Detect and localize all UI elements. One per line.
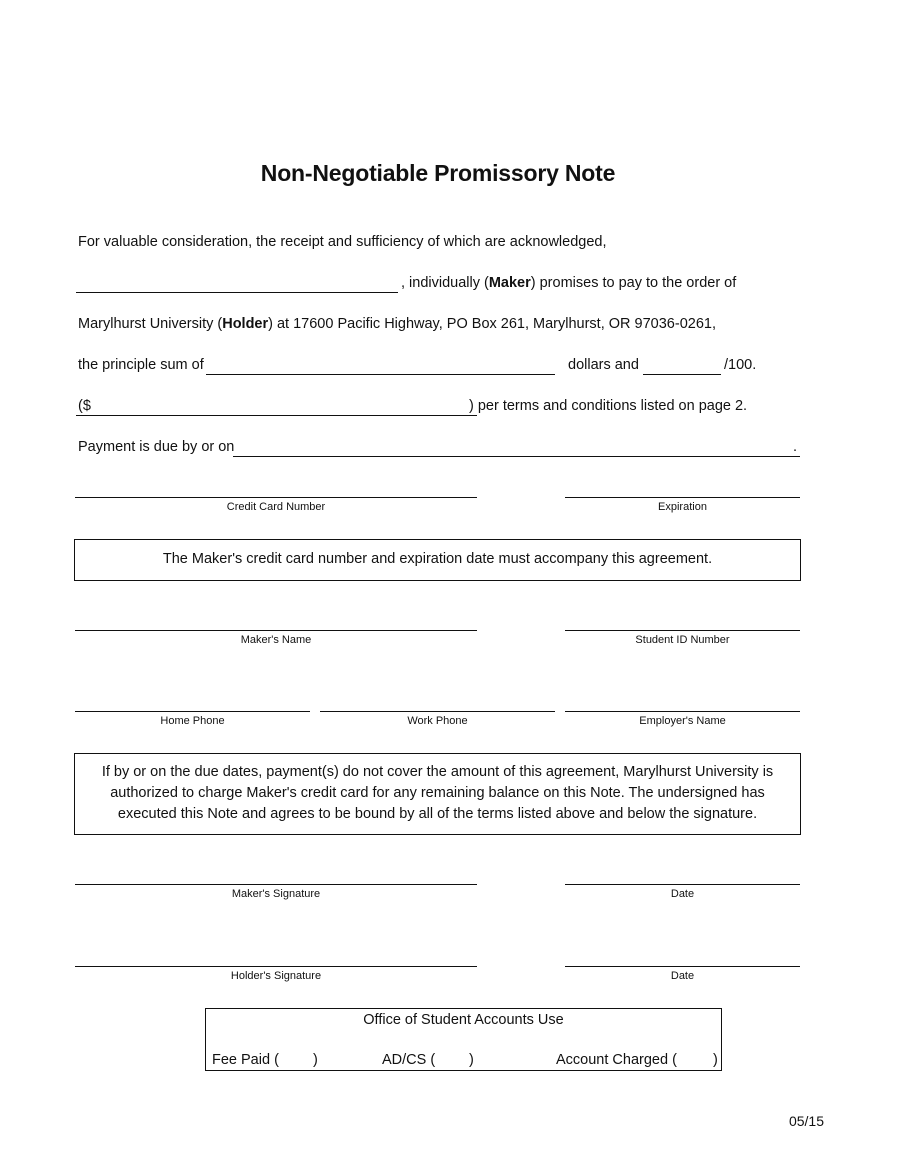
dollars-and-label: dollars and — [568, 357, 639, 373]
student-id-label: Student ID Number — [635, 634, 730, 646]
expiration-label: Expiration — [658, 501, 707, 513]
credit-card-notice-box — [74, 539, 801, 581]
amount-terms-text: ) per terms and conditions listed on page 2. — [469, 398, 748, 414]
work-phone-label: Work Phone — [407, 715, 468, 727]
holders-date-line[interactable] — [565, 966, 800, 967]
holder-text-b: ) at 17600 Pacific Highway, PO Box 261, Marylhurst, OR 97036-0261, — [268, 316, 716, 332]
home-phone-line[interactable] — [75, 711, 310, 712]
makers-name-line[interactable] — [75, 630, 477, 631]
maker-promise-text — [401, 275, 736, 291]
employers-name-line[interactable] — [565, 711, 800, 712]
credit-card-notice-text: The Maker's credit card number and expiration date must accompany this agreement. — [162, 551, 713, 567]
makers-signature-label: Maker's Signature — [231, 888, 321, 900]
payment-due-label: Payment is due by or on — [78, 439, 235, 455]
amount-open-label: ($ — [78, 398, 91, 414]
holder-term: Holder — [222, 316, 269, 332]
principal-sum-blank[interactable] — [206, 374, 555, 375]
office-use-box — [205, 1008, 722, 1071]
office-use-heading: Office of Student Accounts Use — [363, 1012, 564, 1028]
account-charged-close: ) — [713, 1052, 718, 1068]
holders-date-label: Date — [670, 970, 695, 982]
holder-text-a: Marylhurst University ( — [78, 316, 223, 332]
makers-name-label: Maker's Name — [240, 634, 312, 646]
holder-text — [78, 316, 716, 332]
credit-card-number-line[interactable] — [75, 497, 477, 498]
fee-paid-close: ) — [313, 1052, 318, 1068]
principal-label: the principle sum of — [78, 357, 204, 373]
amount-numeric-blank[interactable] — [76, 415, 477, 416]
maker-promise-text-b: ) promises to pay to the order of — [530, 275, 737, 291]
holders-signature-label: Holder's Signature — [230, 970, 322, 982]
terms-line-2: authorized to charge Maker's credit card for any remaining balance on this Note. The undersigned has — [110, 785, 765, 801]
maker-term: Maker — [488, 275, 531, 291]
adcs-close: ) — [469, 1052, 474, 1068]
terms-box — [74, 753, 801, 835]
student-id-line[interactable] — [565, 630, 800, 631]
document-title: Non-Negotiable Promissory Note — [260, 160, 616, 186]
terms-line-1: If by or on the due dates, payment(s) do not cover the amount of this agreement, Marylhurst University is — [101, 764, 774, 780]
form-version: 05/15 — [788, 1113, 824, 1129]
account-charged-label: Account Charged ( — [556, 1052, 677, 1068]
maker-promise-text-a: , individually ( — [401, 275, 489, 291]
cents-blank[interactable] — [643, 374, 721, 375]
credit-card-number-label: Credit Card Number — [226, 501, 326, 513]
intro-text: For valuable consideration, the receipt and sufficiency of which are acknowledged, — [78, 234, 607, 250]
payment-due-date-blank[interactable] — [233, 456, 800, 457]
makers-date-label: Date — [670, 888, 695, 900]
fee-paid-label: Fee Paid ( — [212, 1052, 279, 1068]
home-phone-label: Home Phone — [160, 715, 225, 727]
employers-name-label: Employer's Name — [639, 715, 726, 727]
per-100-label: /100. — [724, 357, 757, 373]
maker-name-blank[interactable] — [76, 292, 398, 293]
terms-line-3: executed this Note and agrees to be bound by all of the terms listed above and below the signature. — [117, 806, 758, 822]
makers-date-line[interactable] — [565, 884, 800, 885]
makers-signature-line[interactable] — [75, 884, 477, 885]
work-phone-line[interactable] — [320, 711, 555, 712]
adcs-label: AD/CS ( — [382, 1052, 436, 1068]
expiration-line[interactable] — [565, 497, 800, 498]
payment-due-period: . — [793, 439, 798, 455]
holders-signature-line[interactable] — [75, 966, 477, 967]
